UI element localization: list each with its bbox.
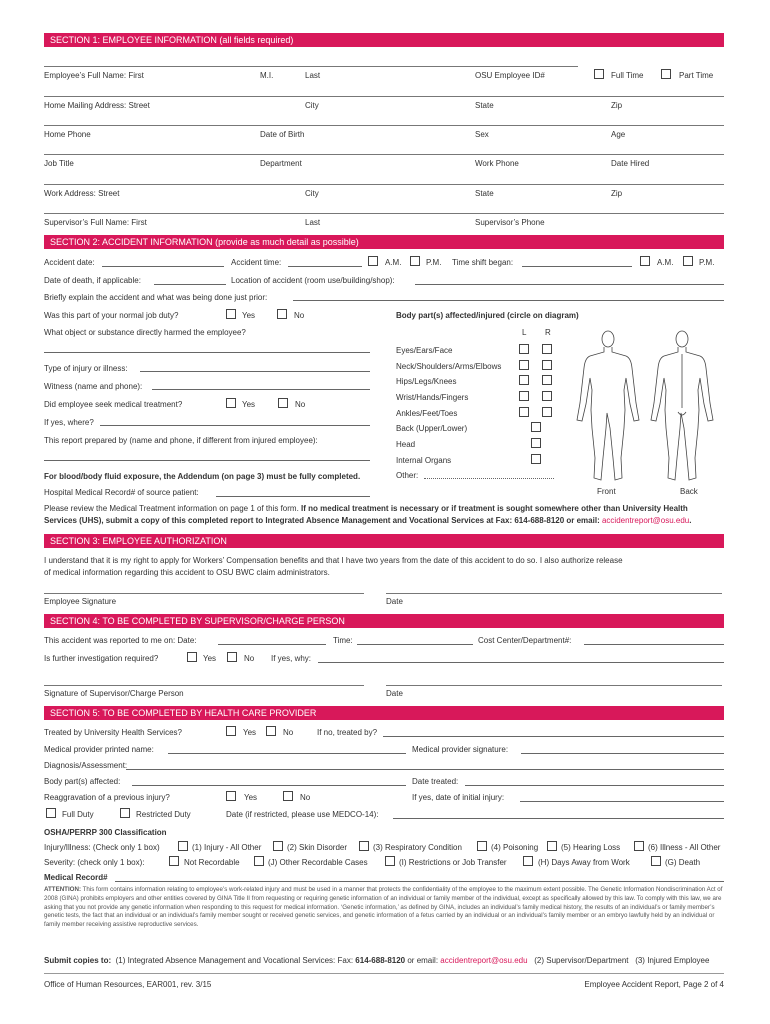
shift-label: Time shift began: [452, 258, 514, 267]
body-part-label: Head [396, 440, 416, 449]
body-part-label: Internal Organs [396, 456, 452, 465]
injury-illness-label: Injury/Illness: (Check only 1 box) [44, 843, 160, 852]
reported-time-input[interactable] [357, 644, 473, 645]
employee-signature-line[interactable] [44, 593, 364, 594]
explain-label: Briefly explain the accident and what was being done just prior: [44, 293, 268, 302]
field-line[interactable] [44, 154, 724, 155]
injury-4-checkbox[interactable] [477, 841, 487, 851]
part-time-label: Part Time [679, 71, 714, 80]
accident-time-input[interactable] [288, 266, 362, 267]
injury-option-label: (6) Illness - All Other [648, 843, 721, 852]
zip-label: Zip [611, 101, 623, 110]
restricted-date-input[interactable] [393, 818, 724, 819]
severity-option-label: (J) Other Recordable Cases [268, 858, 368, 867]
shift-pm-checkbox[interactable] [683, 256, 693, 266]
hips-right-checkbox[interactable] [542, 375, 552, 385]
no-label: No [283, 728, 294, 737]
front-body-outline[interactable] [577, 331, 639, 480]
severity-i-checkbox[interactable] [385, 856, 395, 866]
supervisor-date-line[interactable] [386, 685, 722, 686]
severity-j-checkbox[interactable] [254, 856, 264, 866]
employee-first-name-label: Employee’s Full Name: First [44, 71, 144, 80]
medical-record-input[interactable] [115, 881, 724, 882]
am-checkbox[interactable] [368, 256, 378, 266]
body-part-label: Eyes/Ears/Face [396, 346, 453, 355]
severity-h-checkbox[interactable] [523, 856, 533, 866]
object-input[interactable] [44, 352, 370, 353]
field-line[interactable] [44, 125, 724, 126]
field-line[interactable] [44, 213, 724, 214]
yes-label: Yes [242, 311, 256, 320]
sex-label: Sex [475, 130, 489, 139]
back-body-outline[interactable] [651, 331, 713, 480]
back-label: Back [680, 487, 698, 496]
eyes-left-checkbox[interactable] [519, 344, 529, 354]
location-input[interactable] [415, 284, 724, 285]
zip-label: Zip [611, 189, 623, 198]
where-input[interactable] [100, 425, 370, 426]
body-part-label: Hips/Legs/Knees [396, 377, 457, 386]
blood-exposure-note: For blood/body fluid exposure, the Addendum (on page 3) must be fully completed. [44, 472, 361, 481]
supervisor-signature-line[interactable] [44, 685, 364, 686]
reported-date-label: This accident was reported to me on: Date: [44, 636, 197, 645]
body-part-label: Ankles/Feet/Toes [396, 409, 458, 418]
witness-label: Witness (name and phone): [44, 382, 143, 391]
injury-option-label: (3) Respiratory Condition [373, 843, 462, 852]
provider-name-input[interactable] [168, 753, 406, 754]
copies-email-link[interactable]: accidentreport@osu.edu [440, 956, 528, 965]
section-2-header: SECTION 2: ACCIDENT INFORMATION (provide as much detail as possible) [44, 235, 724, 249]
field-line[interactable] [44, 184, 724, 185]
hospital-record-input[interactable] [216, 496, 370, 497]
age-label: Age [611, 130, 626, 139]
diagnosis-input[interactable] [126, 769, 724, 770]
cost-center-input[interactable] [584, 644, 724, 645]
severity-option-label: (I) Restrictions or Job Transfer [399, 858, 507, 867]
field-line[interactable] [44, 96, 724, 97]
footer-left: Office of Human Resources, EAR001, rev. 3/15 [44, 980, 212, 989]
ankles-right-checkbox[interactable] [542, 407, 552, 417]
witness-input[interactable] [152, 389, 370, 390]
department-label: Department [260, 159, 302, 168]
shift-am-checkbox[interactable] [640, 256, 650, 266]
review-note: Please review the Medical Treatment information on page 1 of this form. If no medical treatment is necessary or if treatment is sought somewhere other than University Health [44, 504, 688, 513]
full-time-checkbox[interactable] [594, 69, 604, 79]
state-label: State [475, 189, 494, 198]
severity-not-recordable-checkbox[interactable] [169, 856, 179, 866]
right-col-label: R [545, 328, 551, 337]
severity-option-label: (H) Days Away from Work [538, 858, 630, 867]
yes-label: Yes [244, 793, 258, 802]
mi-label: M.I. [260, 71, 274, 80]
neck-left-checkbox[interactable] [519, 360, 529, 370]
injury-6-checkbox[interactable] [634, 841, 644, 851]
injury-type-input[interactable] [140, 371, 370, 372]
body-part-label: Wrist/Hands/Fingers [396, 393, 469, 402]
treated-no-checkbox[interactable] [266, 726, 276, 736]
employee-signature-label: Employee Signature [44, 597, 117, 606]
reported-time-label: Time: [333, 636, 353, 645]
state-label: State [475, 101, 494, 110]
yes-label: Yes [243, 728, 257, 737]
body-part-label: Neck/Shoulders/Arms/Elbows [396, 362, 502, 371]
initial-injury-input[interactable] [520, 801, 724, 802]
part-time-checkbox[interactable] [661, 69, 671, 79]
injury-1-checkbox[interactable] [178, 841, 188, 851]
if-no-treated-by-label: If no, treated by? [317, 728, 378, 737]
field-line[interactable] [44, 66, 578, 67]
accident-date-label: Accident date: [44, 258, 95, 267]
yes-label: Yes [203, 654, 217, 663]
internal-organs-checkbox[interactable] [531, 454, 541, 464]
injury-option-label: (2) Skin Disorder [287, 843, 348, 852]
footer-divider [44, 973, 724, 974]
back-checkbox[interactable] [531, 422, 541, 432]
work-phone-label: Work Phone [475, 159, 519, 168]
injury-option-label: (5) Hearing Loss [561, 843, 621, 852]
accident-email-link[interactable]: accidentreport@osu.edu [601, 516, 690, 525]
seek-yes-checkbox[interactable] [226, 398, 236, 408]
date-of-death-label: Date of death, if applicable: [44, 276, 141, 285]
provider-signature-label: Medical provider signature: [412, 745, 509, 754]
accident-date-input[interactable] [102, 266, 224, 267]
date-of-death-input[interactable] [154, 284, 226, 285]
home-address-label: Home Mailing Address: Street [44, 101, 150, 110]
section-5-header: SECTION 5: TO BE COMPLETED BY HEALTH CARE PROVIDER [44, 706, 724, 720]
shift-am-label: A.M. [657, 258, 674, 267]
review-note-cont: Services (UHS), submit a copy of this completed report to Integrated Absence Management and Vocational Services at Fax: 614-688-8120 or email: accidentreport@osu.edu. [44, 516, 692, 525]
date-treated-label: Date treated: [412, 777, 459, 786]
seek-treatment-label: Did employee seek medical treatment? [44, 400, 183, 409]
treated-yes-checkbox[interactable] [226, 726, 236, 736]
neck-right-checkbox[interactable] [542, 360, 552, 370]
left-col-label: L [522, 328, 527, 337]
prepared-by-label: This report prepared by (name and phone, if different from injured employee): [44, 436, 318, 445]
object-label: What object or substance directly harmed the employee? [44, 328, 246, 337]
date-hired-label: Date Hired [611, 159, 650, 168]
diagnosis-label: Diagnosis/Assessment: [44, 761, 128, 770]
other-label: Other: [396, 471, 419, 480]
body-diagram[interactable] [570, 328, 720, 486]
reaggravation-label: Reaggravation of a previous injury? [44, 793, 170, 802]
last-name-label: Last [305, 218, 321, 227]
work-address-label: Work Address: Street [44, 189, 120, 198]
employee-date-label: Date [386, 597, 403, 606]
no-label: No [300, 793, 311, 802]
no-label: No [244, 654, 255, 663]
injury-3-checkbox[interactable] [359, 841, 369, 851]
further-investigation-label: Is further investigation required? [44, 654, 159, 663]
full-duty-checkbox[interactable] [46, 808, 56, 818]
attention-notice: ATTENTION: This form contains information relating to employee’s work-related injury and must be used in a manner that protects the confidentiality of the employee to the maximum extent possible. The Genetic Information Nondiscrimination Act of 2008 (GINA) prohibits employers and other entities covered by GINA Title II from requesting or requiring genetic information of an individual or family member of the individual, except as specifically allowed by this law. To comply with this law, we are asking that you not provide any genetic information when responding to this request for medical information. ‘Genetic information,’ as defined by GINA, includes an individual’s family medical history, the results of an individual’s or family member’s genetic tests, the fact that an individual or an individual’s family member sought or received genetic services, and genetic information of a fetus carried by an individual or an individual’s family member or an embryo lawfully held by an individual or family member receiving assistive reproductive services. [44, 886, 723, 929]
normal-duty-no-checkbox[interactable] [277, 309, 287, 319]
provider-signature-input[interactable] [521, 753, 724, 754]
submit-copies-line: Submit copies to: (1) Integrated Absence Management and Vocational Services: Fax: 614-688-8120 or email: accidentreport@osu.edu (2) Supervisor/Department (3) Injured Employee [44, 956, 710, 965]
body-part-label: Back (Upper/Lower) [396, 424, 468, 433]
location-label: Location of accident (room use/building/shop): [231, 276, 395, 285]
body-parts-affected-label: Body part(s) affected: [44, 777, 121, 786]
seek-no-checkbox[interactable] [278, 398, 288, 408]
job-title-label: Job Title [44, 159, 74, 168]
full-time-label: Full Time [611, 71, 644, 80]
treated-uhs-label: Treated by University Health Services? [44, 728, 182, 737]
employee-id-label: OSU Employee ID# [475, 71, 545, 80]
if-yes-why-input[interactable] [318, 662, 724, 663]
injury-option-label: (4) Poisoning [491, 843, 539, 852]
hips-left-checkbox[interactable] [519, 375, 529, 385]
shift-pm-label: P.M. [699, 258, 715, 267]
am-label: A.M. [385, 258, 402, 267]
initial-injury-label: If yes, date of initial injury: [412, 793, 505, 802]
restricted-duty-label: Restricted Duty [136, 810, 191, 819]
restricted-duty-checkbox[interactable] [120, 808, 130, 818]
section-3-header: SECTION 3: EMPLOYEE AUTHORIZATION [44, 534, 724, 548]
supervisor-date-label: Date [386, 689, 403, 698]
osha-title: OSHA/PERRP 300 Classification [44, 828, 167, 837]
injury-2-checkbox[interactable] [273, 841, 283, 851]
authorization-text-1: I understand that it is my right to apply for Workers’ Compensation benefits and that I have two years from the date of this accident to do so. I also authorize release [44, 556, 623, 565]
authorization-text-2: of medical information regarding this accident to OSU BWC claim administrators. [44, 568, 330, 577]
wrist-right-checkbox[interactable] [542, 391, 552, 401]
shift-input[interactable] [522, 266, 632, 267]
other-input[interactable] [424, 478, 554, 479]
injury-5-checkbox[interactable] [547, 841, 557, 851]
supervisor-name-label: Supervisor’s Full Name: First [44, 218, 147, 227]
accident-time-label: Accident time: [231, 258, 282, 267]
injury-option-label: (1) Injury - All Other [192, 843, 262, 852]
if-yes-why-label: If yes, why: [271, 654, 312, 663]
cost-center-label: Cost Center/Department#: [478, 636, 572, 645]
treated-by-input[interactable] [383, 736, 724, 737]
ankles-left-checkbox[interactable] [519, 407, 529, 417]
head-checkbox[interactable] [531, 438, 541, 448]
further-no-checkbox[interactable] [227, 652, 237, 662]
dob-label: Date of Birth [260, 130, 305, 139]
reagg-no-checkbox[interactable] [283, 791, 293, 801]
yes-label: Yes [242, 400, 256, 409]
home-phone-label: Home Phone [44, 130, 91, 139]
severity-option-label: Not Recordable [184, 858, 240, 867]
full-duty-label: Full Duty [62, 810, 94, 819]
supervisor-phone-label: Supervisor’s Phone [475, 218, 545, 227]
city-label: City [305, 101, 319, 110]
last-name-label: Last [305, 71, 321, 80]
pm-checkbox[interactable] [410, 256, 420, 266]
medical-record-label: Medical Record# [44, 873, 108, 882]
no-label: No [295, 400, 306, 409]
severity-option-label: (G) Death [665, 858, 701, 867]
section-1-header: SECTION 1: EMPLOYEE INFORMATION (all fields required) [44, 33, 724, 47]
restricted-date-label: Date (if restricted, please use MEDCO-14): [226, 810, 379, 819]
pm-label: P.M. [426, 258, 442, 267]
severity-g-checkbox[interactable] [651, 856, 661, 866]
front-label: Front [597, 487, 616, 496]
body-parts-affected-input[interactable] [132, 785, 406, 786]
provider-name-label: Medical provider printed name: [44, 745, 154, 754]
hospital-record-label: Hospital Medical Record# of source patient: [44, 488, 199, 497]
section-4-header: SECTION 4: TO BE COMPLETED BY SUPERVISOR/CHARGE PERSON [44, 614, 724, 628]
reported-date-input[interactable] [218, 644, 326, 645]
eyes-right-checkbox[interactable] [542, 344, 552, 354]
no-label: No [294, 311, 305, 320]
city-label: City [305, 189, 319, 198]
injury-type-label: Type of injury or illness: [44, 364, 128, 373]
further-yes-checkbox[interactable] [187, 652, 197, 662]
normal-duty-yes-checkbox[interactable] [226, 309, 236, 319]
prepared-by-input[interactable] [44, 460, 370, 461]
explain-input[interactable] [293, 300, 724, 301]
normal-duty-label: Was this part of your normal job duty? [44, 311, 179, 320]
supervisor-signature-label: Signature of Supervisor/Charge Person [44, 689, 184, 698]
severity-label: Severity: (check only 1 box): [44, 858, 145, 867]
body-parts-title: Body part(s) affected/injured (circle on diagram) [396, 311, 579, 320]
wrist-left-checkbox[interactable] [519, 391, 529, 401]
footer-right: Employee Accident Report, Page 2 of 4 [584, 980, 724, 989]
where-label: If yes, where? [44, 418, 94, 427]
reagg-yes-checkbox[interactable] [226, 791, 236, 801]
date-treated-input[interactable] [465, 785, 724, 786]
employee-date-line[interactable] [386, 593, 722, 594]
